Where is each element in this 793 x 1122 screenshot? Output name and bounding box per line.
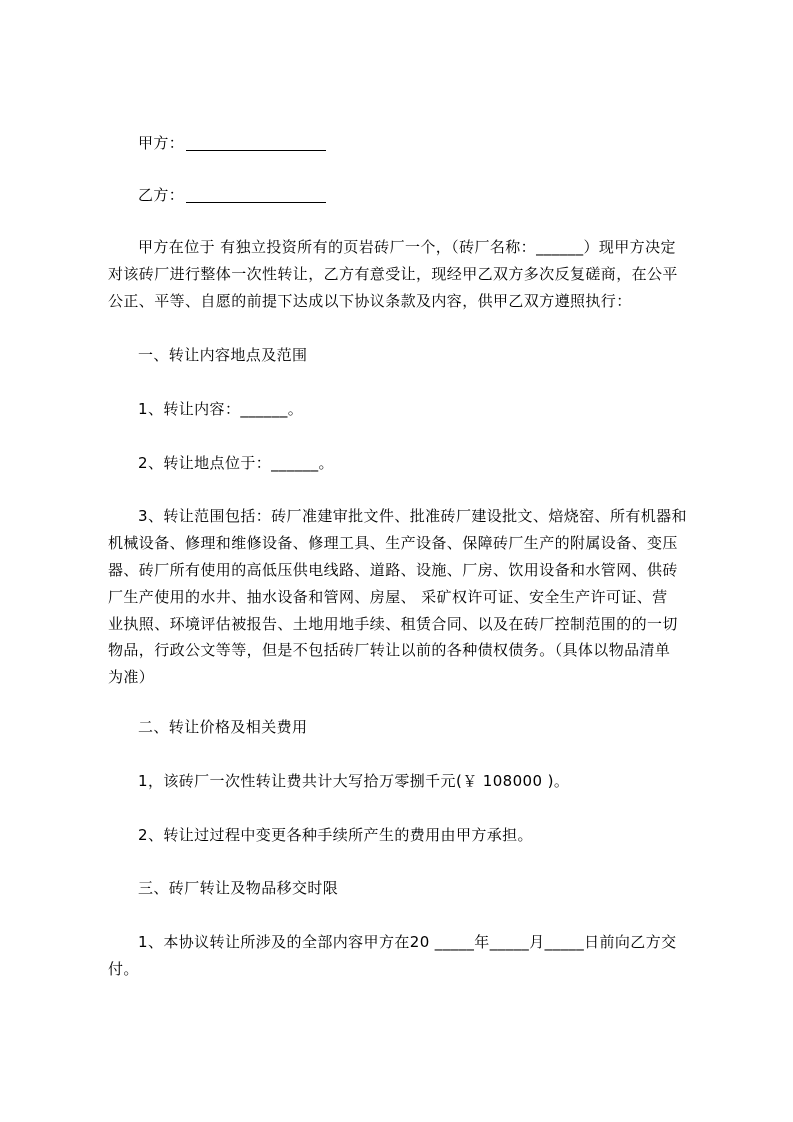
intro-line-1: 甲方在位于 有独立投资所有的页岩砖厂一个，（砖厂名称：______）现甲方决定 [138, 238, 676, 256]
section-1-item-3-line-2: 机械设备、修理和维修设备、修理工具、生产设备、保障砖厂生产的附属设备、变压 [108, 534, 678, 552]
party-b-label: 乙方： [138, 186, 185, 204]
section-1-item-3-line-7: 为准） [108, 668, 155, 686]
section-1-item-3-line-5: 业执照、环境评估被报告、土地用地手续、租赁合同、以及在砖厂控制范围的的一切 [108, 615, 678, 633]
section-1-item-1: 1、转让内容：______。 [138, 400, 304, 418]
party-b-line [138, 182, 326, 208]
section-3-heading: 三、砖厂转让及物品移交时限 [138, 879, 339, 897]
section-3-item-1-line-2: 付。 [108, 960, 139, 978]
section-2-heading: 二、转让价格及相关费用 [138, 718, 308, 736]
section-1-item-3-line-6: 物品，行政公文等等，但是不包括砖厂转让以前的各种债权债务。（具体以物品清单 [108, 641, 671, 659]
party-a-label: 甲方： [138, 134, 185, 152]
section-1-heading: 一、转让内容地点及范围 [138, 346, 308, 364]
section-3-item-1-line-1: 1、本协议转让所涉及的全部内容甲方在20 _____年_____月_____日前向乙方交 [138, 933, 677, 951]
intro-line-3: 公正、平等、自愿的前提下达成以下协议条款及内容，供甲乙双方遵照执行： [108, 292, 632, 310]
party-a-line [138, 130, 326, 156]
section-2-item-1: 1，该砖厂一次性转让费共计大写拾万零捌千元(￥ 108000 )。 [138, 772, 570, 790]
section-1-item-3-line-1: 3、转让范围包括：砖厂准建审批文件、批准砖厂建设批文、焙烧窑、所有机器和 [138, 507, 687, 525]
section-1-item-3-line-4: 厂生产使用的水井、抽水设备和管网、房屋、 采矿权许可证、安全生产许可证、营 [108, 588, 668, 606]
section-2-item-2: 2、转让过过程中变更各种手续所产生的费用由甲方承担。 [138, 826, 533, 844]
party-a-blank [186, 134, 326, 151]
section-1-item-3-line-3: 器、砖厂所有使用的高低压供电线路、道路、设施、厂房、饮用设备和水管网、供砖 [108, 561, 678, 579]
intro-line-2: 对该砖厂进行整体一次性转让，乙方有意受让，现经甲乙双方多次反复磋商，在公平 [108, 265, 678, 283]
section-1-item-2: 2、转让地点位于：______。 [138, 454, 334, 472]
party-b-blank [186, 186, 326, 203]
